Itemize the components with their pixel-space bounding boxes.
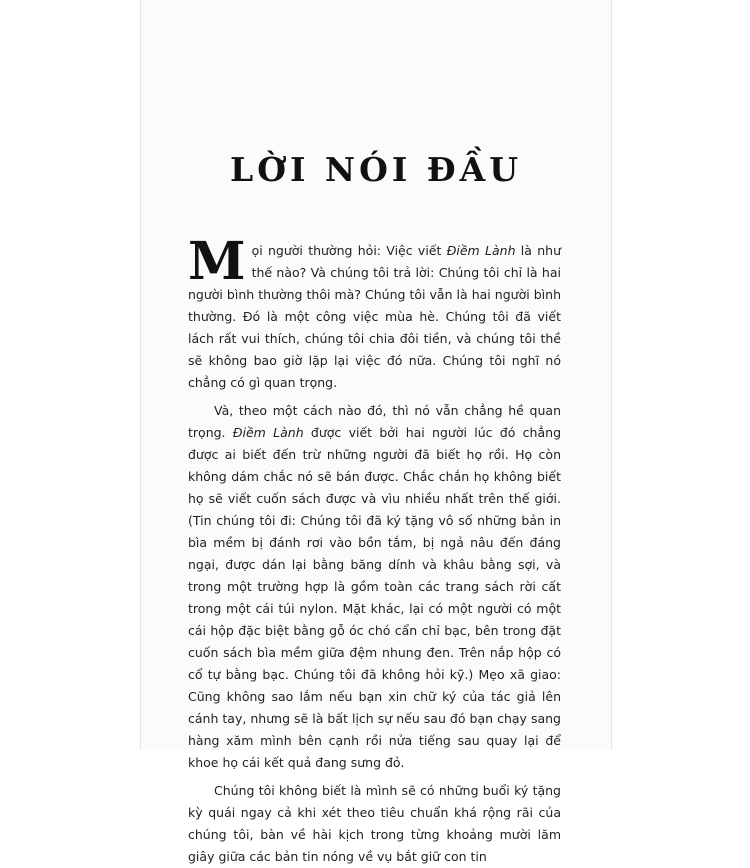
chapter-title: LỜI NÓI ĐẦU: [230, 150, 522, 189]
book-title-reference: Điềm Lành: [232, 425, 304, 440]
paragraph-1-text-b: là như thế nào? Và chúng tôi trả lời: Chúng tôi chỉ là hai người bình thường thôi mà? Chúng tôi vẫn là hai người bình thường. Đó là một công việc mùa hè. Chúng tôi đã viết lách rất vui thích, chúng tôi chia đôi tiền, và chúng tôi thề sẽ không bao giờ lặp lại việc đó nữa. Chúng tôi nghĩ nó chẳng có gì quan trọng.: [188, 243, 562, 390]
chapter-body: [188, 231, 562, 868]
paragraph-3-text: Chúng tôi không biết là mình sẽ có những buổi ký tặng kỳ quái ngay cả khi xét theo tiêu chuẩn khá rộng rãi của chúng tôi, bàn về hài kịch trong từng khoảng mười lăm giây giữa các bản tin nóng về vụ bắt giữ con tin: [188, 783, 561, 864]
book-title-reference: Điềm Lành: [446, 243, 516, 258]
paragraph-2-text-b: được viết bởi hai người lúc đó chẳng được ai biết đến trừ những người đã biết họ rồi. Họ còn không dám chắc nó sẽ bán được. Chắc chắn họ không biết họ sẽ viết cuốn sách được và vìu nhiều nhất trên thế giới. (Tin chúng tôi đi: Chúng tôi đã ký tặng vô số những bản in bìa mềm bị đánh rơi vào bồn tắm, bị ngả nâu đến đáng ngại, được dán lại bằng băng dính và khâu bằng sợi, và trong một trường hợp là gồm toàn các trang sách rời cất trong một cái túi nylon. Mặt khác, lại có một người có một cái hộp đặc biệt bằng gỗ óc chó cẩn chỉ bạc, bên trong đặt cuốn sách bìa mềm giữa đệm nhung đen. Trên nắp hộp có cổ tự bằng bạc. Chúng tôi đã không hỏi kỹ.) Mẹo xã giao: Cũng không sao lắm nếu bạn xin chữ ký của tác giả lên cánh tay, nhưng sẽ là bất lịch sự nếu sau đó bạn chạy sang hàng xăm mình bên cạnh rồi nửa tiếng sau quay lại để khoe họ cái kết quả đang sưng đỏ.: [188, 425, 561, 770]
paragraph-2-text-a: Và, theo một cách nào đó, thì nó vẫn chẳng hề quan trọng.: [188, 403, 561, 440]
paragraph-3: [188, 780, 561, 868]
drop-cap-letter: M: [188, 231, 246, 292]
book-page: [140, 0, 612, 864]
paragraph-1: [188, 231, 562, 394]
paragraph-1-text-a: ọi người thường hỏi: Việc viết: [251, 243, 447, 258]
paragraph-2: [188, 400, 561, 774]
